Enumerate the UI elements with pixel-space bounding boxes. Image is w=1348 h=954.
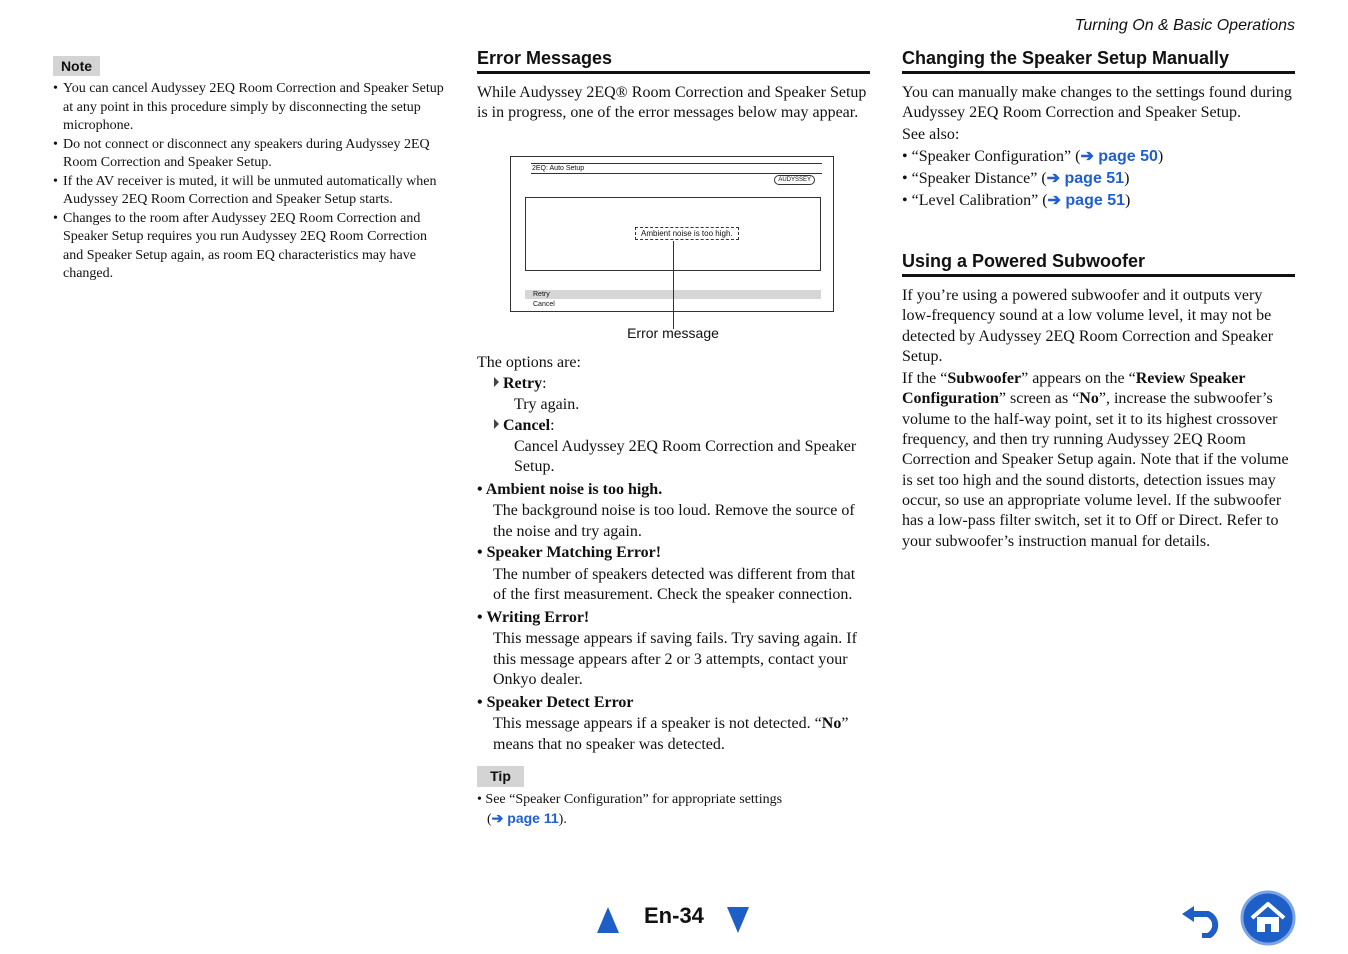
callout-line <box>673 241 674 329</box>
retry-option: Retry: <box>477 374 870 395</box>
note-list <box>53 80 448 284</box>
note-badge: Note <box>53 56 100 76</box>
error-title: • Speaker Detect Error <box>477 693 634 711</box>
error-messages-section <box>477 47 870 124</box>
error-desc: The background noise is too loud. Remove the source of <box>493 502 855 519</box>
error-desc: This message appears if saving fails. Try saving again. If <box>493 630 857 647</box>
note-item: • Do not connect or disconnect any speakers during Audyssey 2EQ Room Correction and Speaker Setup. <box>53 136 448 173</box>
see-also-item: • “Speaker Configuration” (➔ page 50) <box>902 147 1164 165</box>
audyssey-logo: AUDYSSEY <box>774 175 815 185</box>
options-list <box>477 352 870 755</box>
subwoofer-section <box>902 250 1295 552</box>
see-also-item: • “Level Calibration” (➔ page 51) <box>902 191 1131 209</box>
manual-setup-intro: You can manually make changes to the settings found during Audyssey 2EQ Room Correction and Speaker Setup. <box>902 84 1292 122</box>
cancel-desc: Cancel Audyssey 2EQ Room Correction and Speaker <box>514 437 857 455</box>
triangle-bullet-icon <box>494 377 499 387</box>
error-title: • Ambient noise is too high. <box>477 480 663 498</box>
subwoofer-p1: If you’re using a powered subwoofer and it outputs very low-frequency sound at a low volume level, it may not be detected by Audyssey 2EQ Room Correction and Speaker Setup. <box>902 287 1274 365</box>
screen-retry-option: Retry <box>525 290 821 299</box>
note-item: • You can cancel Audyssey 2EQ Room Correction and Speaker Setup at any point in this procedure simply by disconnecting the setup microphone. <box>53 80 448 136</box>
page-link[interactable]: ➔ page 50 <box>1080 147 1158 165</box>
error-messages-intro: While Audyssey 2EQ® Room Correction and Speaker Setup is in progress, one of the error messages below may appear. <box>477 84 867 122</box>
tip-text: • See “Speaker Configuration” for appropriate settings (➔ page 11). <box>477 792 783 827</box>
previous-page-arrow-icon[interactable] <box>597 907 619 933</box>
see-also: See also: <box>902 125 960 143</box>
screen-figure <box>510 156 834 312</box>
retry-desc: Try again. <box>514 395 580 413</box>
figure-caption: Error message <box>627 325 719 341</box>
screen-cancel-option: Cancel <box>533 301 555 308</box>
tip-badge: Tip <box>477 766 524 787</box>
next-page-arrow-icon[interactable] <box>727 907 749 933</box>
triangle-bullet-icon <box>494 419 499 429</box>
error-desc: The number of speakers detected was different from that <box>493 565 856 583</box>
section-title: Turning On & Basic Operations <box>1074 17 1295 34</box>
error-desc: this message appears after 2 or 3 attempts, contact your <box>493 650 848 668</box>
error-title: • Speaker Matching Error! <box>477 544 662 561</box>
page-link[interactable]: ➔ page 51 <box>1047 191 1125 209</box>
page-link[interactable]: ➔ page 11 <box>491 810 559 826</box>
error-desc: the noise and try again. <box>493 522 642 540</box>
cancel-option: Cancel: <box>477 416 870 437</box>
error-desc: This message appears if a speaker is not detected. “No” <box>493 715 849 732</box>
manual-setup-section <box>902 47 1295 212</box>
error-desc: Onkyo dealer. <box>493 671 583 688</box>
screen-error-message: Ambient noise is too high. <box>635 227 739 240</box>
options-intro: The options are: <box>477 354 581 371</box>
cancel-desc: Setup. <box>514 458 555 475</box>
error-messages-heading: Error Messages <box>477 47 870 74</box>
note-item: • If the AV receiver is muted, it will be unmuted automatically when Audyssey 2EQ Room Correction and Speaker Setup starts. <box>53 173 448 210</box>
see-also-item: • “Speaker Distance” (➔ page 51) <box>902 169 1130 187</box>
subwoofer-heading: Using a Powered Subwoofer <box>902 250 1295 277</box>
page-link[interactable]: ➔ page 51 <box>1046 169 1125 187</box>
screen-title: 2EQ: Auto Setup <box>531 163 822 174</box>
error-title: • Writing Error! <box>477 608 590 626</box>
back-icon[interactable] <box>1180 896 1230 938</box>
note-item: • Changes to the room after Audyssey 2EQ Room Correction and Speaker Setup requires you run Audyssey 2EQ Room Correction and Speaker Setup again, as room EQ characteristics may have changed. <box>53 210 448 284</box>
page-number: En-34 <box>644 903 704 928</box>
error-desc: of the first measurement. Check the speaker connection. <box>493 586 853 603</box>
subwoofer-p2: If the “Subwoofer” appears on the “Review Speaker Configuration” screen as “No”, increase the subwoofer’s volume to the half-way point, set it to its highest crossover frequency, and then try running Audyssey 2EQ Room Correction and Speaker Setup again. Note that if the volume is set too high and the sound distorts, detection issues may occur, so use an appropriate volume level. If the subwoofer has a low-pass filter switch, set it to Off or Direct. Refer to your subwoofer’s instruction manual for details. <box>902 370 1289 550</box>
error-desc: means that no speaker was detected. <box>493 735 725 753</box>
manual-setup-heading: Changing the Speaker Setup Manually <box>902 47 1295 74</box>
home-icon[interactable] <box>1240 890 1296 946</box>
